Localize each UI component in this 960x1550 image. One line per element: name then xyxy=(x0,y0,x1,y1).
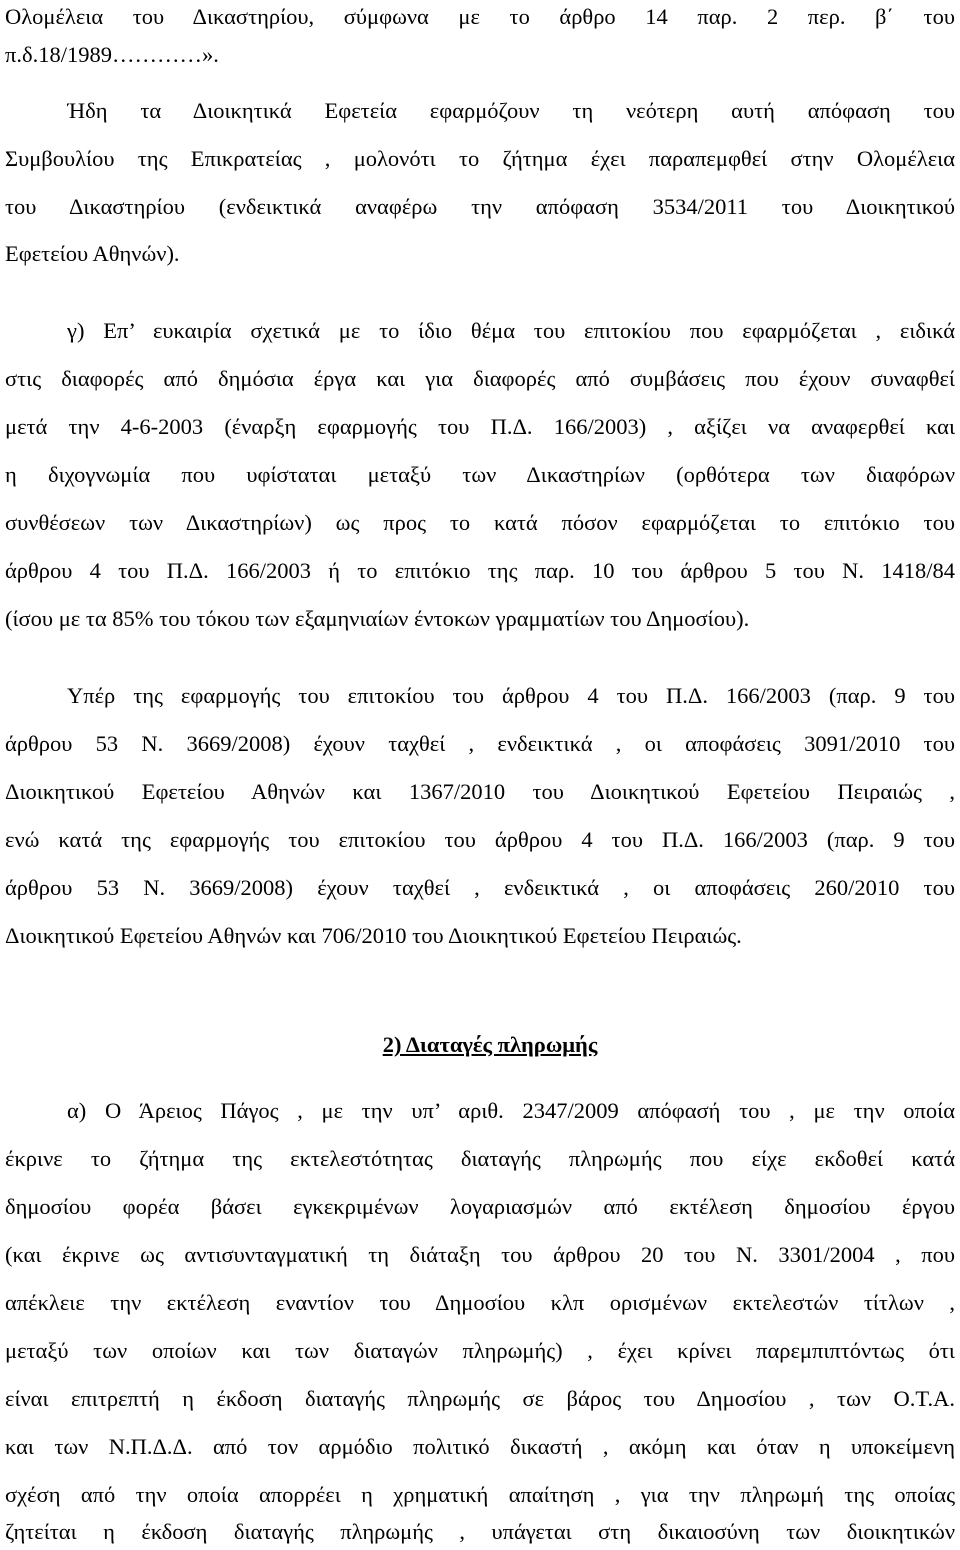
text-line: του Δικαστηρίου (ενδεικτικά αναφέρω την απόφαση 3534/2011 του Διοικητικού xyxy=(5,194,955,219)
text-line: στις διαφορές από δημόσια έργα και για διαφορές από συμβάσεις που έχουν συναφθεί xyxy=(5,366,955,391)
text-line: Ολομέλεια του Δικαστηρίου, σύμφωνα με το άρθρο 14 παρ. 2 περ. β΄ του xyxy=(5,4,955,29)
text-line: συνθέσεων των Δικαστηρίων) ως προς το κατά πόσον εφαρμόζεται το επιτόκιο του xyxy=(5,510,955,535)
section-heading xyxy=(0,1030,960,1060)
text-line: Διοικητικού Εφετείου Αθηνών και 706/2010 του Διοικητικού Εφετείου Πειραιώς. xyxy=(5,923,742,948)
text-line: άρθρου 53 Ν. 3669/2008) έχουν ταχθεί , ενδεικτικά , οι αποφάσεις 260/2010 του xyxy=(5,875,955,900)
text-line: π.δ.18/1989…………». xyxy=(5,42,219,67)
text-line: α) Ο Άρειος Πάγος , με την υπ’ αριθ. 2347/2009 απόφασή του , με την οποία xyxy=(67,1098,955,1123)
text-line: άρθρου 4 του Π.Δ. 166/2003 ή το επιτόκιο της παρ. 10 του άρθρου 5 του Ν. 1418/84 xyxy=(5,558,955,583)
text-line: μετά την 4-6-2003 (έναρξη εφαρμογής του Π.Δ. 166/2003) , αξίζει να αναφερθεί και xyxy=(5,414,955,439)
text-line: (ίσου με τα 85% του τόκου των εξαμηνιαίων έντοκων γραμματίων του Δημοσίου). xyxy=(5,606,750,631)
text-line: δημοσίου φορέα βάσει εγκεκριμένων λογαριασμών από εκτέλεση δημοσίου έργου xyxy=(5,1194,955,1219)
text-line: γ) Επ’ ευκαιρία σχετικά με το ίδιο θέμα του επιτοκίου που εφαρμόζεται , ειδικά xyxy=(67,318,955,343)
text-line: ζητείται η έκδοση διαταγής πληρωμής , υπάγεται στη δικαιοσύνη των διοικητικών xyxy=(5,1519,955,1544)
text-line: Υπέρ της εφαρμογής του επιτοκίου του άρθρου 4 του Π.Δ. 166/2003 (παρ. 9 του xyxy=(67,683,955,708)
text-line: και των Ν.Π.Δ.Δ. από τον αρμόδιο πολιτικό δικαστή , ακόμη και όταν η υποκείμενη xyxy=(5,1434,955,1459)
text-line: έκρινε το ζήτημα της εκτελεστότητας διαταγής πληρωμής που είχε εκδοθεί κατά xyxy=(5,1146,955,1171)
text-line: Συμβουλίου της Επικρατείας , μολονότι το ζήτημα έχει παραπεμφθεί στην Ολομέλεια xyxy=(5,146,955,171)
text-line: απέκλειε την εκτέλεση εναντίον του Δημοσίου κλπ ορισμένων εκτελεστών τίτλων , xyxy=(5,1290,955,1315)
text-line: μεταξύ των οποίων και των διαταγών πληρωμής) , έχει κρίνει παρεμπιπτόντως ότι xyxy=(5,1338,955,1363)
text-line: η διχογνωμία που υφίσταται μεταξύ των Δικαστηρίων (ορθότερα των διαφόρων xyxy=(5,462,955,487)
text-line: (και έκρινε ως αντισυνταγματική τη διάταξη του άρθρου 20 του Ν. 3301/2004 , που xyxy=(5,1242,955,1267)
text-line: σχέση από την οποία απορρέει η χρηματική απαίτηση , για την πληρωμή της οποίας xyxy=(5,1482,955,1507)
text-line: Διοικητικού Εφετείου Αθηνών και 1367/2010 του Διοικητικού Εφετείου Πειραιώς , xyxy=(5,779,955,804)
section-heading-text: 2) Διαταγές πληρωμής xyxy=(382,1032,598,1057)
text-line: είναι επιτρεπτή η έκδοση διαταγής πληρωμής σε βάρος του Δημοσίου , των Ο.Τ.Α. xyxy=(5,1386,955,1411)
text-line: ενώ κατά της εφαρμογής του επιτοκίου του άρθρου 4 του Π.Δ. 166/2003 (παρ. 9 του xyxy=(5,827,955,852)
text-line: άρθρου 53 Ν. 3669/2008) έχουν ταχθεί , ενδεικτικά , οι αποφάσεις 3091/2010 του xyxy=(5,731,955,756)
text-line: Ήδη τα Διοικητικά Εφετεία εφαρμόζουν τη νεότερη αυτή απόφαση του xyxy=(67,98,955,123)
text-line: Εφετείου Αθηνών). xyxy=(5,241,180,266)
